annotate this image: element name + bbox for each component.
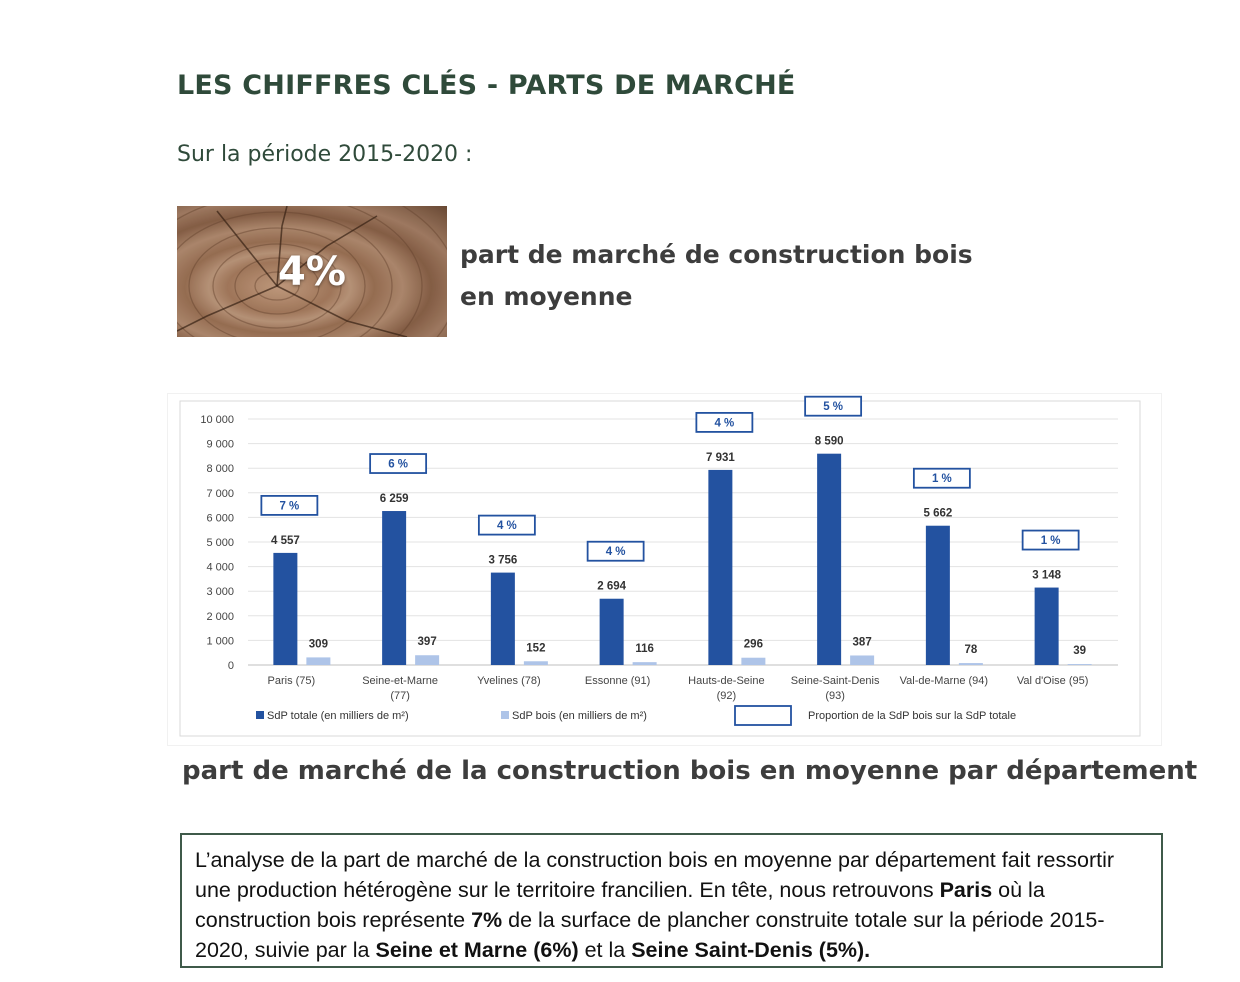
analysis-bold-paris: Paris [939, 878, 993, 902]
plot-border [180, 401, 1140, 736]
data-label-total: 3 148 [1032, 569, 1062, 582]
legend [256, 706, 1016, 725]
page-title: LES CHIFFRES CLÉS - PARTS DE MARCHÉ [177, 70, 796, 101]
data-label-total: 7 931 [705, 451, 735, 464]
legend-swatch-total [256, 711, 264, 719]
bar-chart [168, 394, 1161, 745]
legend-swatch-proportion [735, 706, 791, 725]
bar-sdp-bois [959, 663, 983, 665]
data-label-total: 8 590 [814, 435, 844, 448]
analysis-text-3: de la surface de plancher construite totale sur la période 2015-2020, suivie par la [195, 908, 1105, 962]
y-axis-ticks [200, 414, 234, 672]
data-label-bois: 152 [526, 642, 546, 655]
proportion-label: 1 % [1040, 535, 1061, 548]
data-label-bois: 387 [852, 636, 872, 649]
bar-sdp-bois [741, 658, 765, 665]
y-tick-label: 2 000 [206, 610, 234, 623]
proportion-label: 4 % [714, 417, 735, 430]
bar-chart-svg [168, 394, 1161, 745]
data-label-bois: 296 [743, 638, 763, 651]
x-tick-label: Val d'Oise (95) [1016, 675, 1089, 687]
bar-sdp-bois [850, 655, 874, 665]
x-tick-label: Seine-et-Marne [362, 675, 439, 687]
x-tick-label: Hauts-de-Seine [688, 675, 765, 687]
legend-swatch-bois [501, 711, 509, 719]
kpi-label: part de marché de construction bois en moyenne [460, 240, 973, 311]
bar-sdp-bois [415, 655, 439, 665]
data-label-total: 5 662 [923, 507, 953, 520]
bar-sdp-bois [633, 662, 657, 665]
data-label-total: 6 259 [379, 493, 409, 506]
proportion-label: 4 % [605, 546, 626, 559]
y-tick-label: 8 000 [206, 463, 234, 476]
x-tick-label: Essonne (91) [584, 675, 651, 687]
period-subtitle: Sur la période 2015-2020 : [177, 142, 473, 167]
x-axis-ticks [268, 675, 1089, 702]
x-tick-label: Yvelines (78) [477, 675, 541, 687]
bar-sdp-bois [524, 661, 548, 665]
bar-sdp-bois [1068, 664, 1092, 665]
proportion-label: 5 % [823, 401, 844, 414]
y-tick-label: 7 000 [206, 487, 234, 500]
bar-sdp-bois [306, 657, 330, 665]
bar-sdp-totale [491, 573, 515, 665]
analysis-text-1: L’analyse de la part de marché de la construction bois en moyenne par département fait ressortir une production hétérogène sur le territoire francilien. En tête, nous retrouvons [195, 848, 1115, 902]
analysis-text-4: et la [578, 938, 632, 962]
x-tick-label: (77) [390, 690, 410, 702]
y-tick-label: 6 000 [206, 512, 234, 525]
data-label-bois: 116 [635, 643, 654, 656]
analysis-text-2: où la construction bois représente [195, 878, 1045, 932]
y-tick-label: 0 [227, 660, 234, 672]
y-tick-label: 1 000 [206, 635, 234, 648]
analysis-bold-seine-saint-denis: Seine Saint-Denis (5%). [631, 938, 871, 962]
bar-sdp-totale [708, 470, 732, 665]
legend-label-proportion: Proportion de la SdP bois sur la SdP totale [808, 710, 1017, 722]
x-tick-label: Val-de-Marne (94) [899, 675, 989, 687]
legend-label-bois: SdP bois (en milliers de m²) [512, 710, 647, 722]
bar-sdp-totale [273, 553, 297, 665]
proportion-label: 6 % [388, 458, 409, 471]
analysis-bold-seine-marne: Seine et Marne (6%) [375, 938, 579, 962]
bar-sdp-totale [1035, 588, 1059, 665]
y-tick-label: 10 000 [200, 414, 234, 426]
chart-caption: part de marché de la construction bois en moyenne par département [182, 756, 1198, 786]
legend-label-total: SdP totale (en milliers de m²) [267, 710, 409, 722]
y-tick-label: 3 000 [206, 586, 234, 599]
data-label-bois: 39 [1073, 645, 1087, 658]
x-tick-label: (93) [825, 690, 845, 702]
proportion-label: 7 % [279, 500, 300, 513]
kpi-wood-image [177, 206, 447, 337]
y-tick-label: 9 000 [206, 438, 234, 451]
y-tick-label: 4 000 [206, 561, 234, 574]
data-label-total: 3 756 [488, 554, 518, 567]
kpi-value: 4% [278, 248, 346, 295]
x-tick-label: Seine-Saint-Denis [790, 675, 880, 687]
analysis-text-box [180, 833, 1163, 968]
bar-sdp-totale [600, 599, 624, 665]
y-tick-label: 5 000 [206, 537, 234, 549]
data-label-bois: 78 [964, 644, 978, 657]
x-tick-label: Paris (75) [267, 675, 316, 687]
analysis-bold-7pct: 7% [471, 908, 503, 932]
data-label-bois: 309 [308, 638, 328, 651]
bar-sdp-totale [382, 511, 406, 665]
proportion-label: 4 % [496, 520, 517, 533]
data-label-total: 2 694 [597, 580, 627, 593]
bar-sdp-totale [926, 526, 950, 665]
proportion-label: 1 % [931, 473, 952, 486]
bar-sdp-totale [817, 454, 841, 665]
data-label-bois: 397 [417, 636, 437, 649]
data-label-total: 4 557 [270, 534, 300, 547]
x-tick-label: (92) [716, 690, 737, 702]
